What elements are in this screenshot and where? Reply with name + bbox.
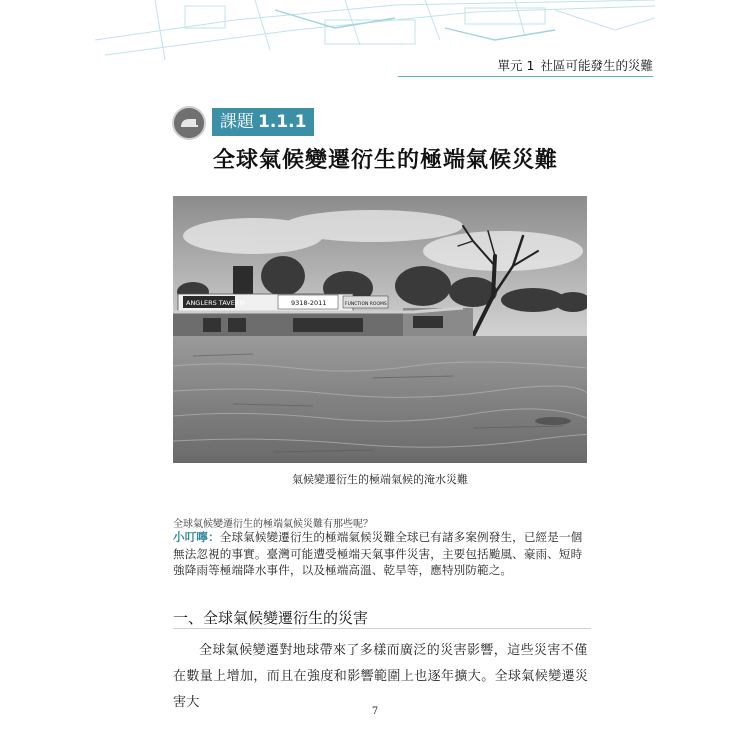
tip-text: 全球氣候變遷衍生的極端氣候災難全球已有諸多案例發生，已經是一個無法忽視的事實。臺灣可能遭受極端天氣事件災害，主要包括颱風、豪雨、短時強降雨等極端降水事件，以及極端高溫、乾旱等，應特別防範之。 (173, 530, 583, 577)
phone-sign: 9318-2011 (291, 299, 327, 307)
topic-label-box (212, 108, 314, 136)
body-paragraph: 全球氣候變遷對地球帶來了多樣而廣泛的災害影響，這些災害不僅在數量上增加，而且在強度和影響範圍上也逐年擴大。全球氣候變遷災害大 (173, 643, 589, 710)
tip-speaker: 小叮嚀： (173, 530, 220, 544)
topic-code: 1.1.1 (258, 112, 307, 132)
topic-icon (172, 106, 206, 140)
guiding-question: 全球氣候變遷衍生的極端氣候災難有那些呢？ (173, 519, 373, 530)
topic-label: 課題 (220, 112, 254, 132)
function-rooms-sign: FUNCTION ROOMS (345, 302, 387, 307)
flood-photo (173, 196, 587, 463)
page-number: 7 (371, 706, 379, 717)
section-heading: 一、全球氣候變遷衍生的災害 (173, 609, 369, 627)
photo-caption: 氣候變遷衍生的極端氣候的淹水災難 (292, 473, 468, 486)
unit-header (398, 58, 653, 77)
unit-number: 1 (526, 58, 535, 73)
section-divider (173, 628, 591, 629)
topic-badge (172, 104, 307, 138)
tip-paragraph (173, 529, 591, 579)
blueprint-decoration (95, 0, 655, 60)
anglers-tavern-sign: ANGLERS TAVERN (186, 299, 245, 307)
unit-label: 單元 (497, 58, 523, 73)
unit-title: 社區可能發生的災難 (540, 58, 653, 73)
page-title: 全球氣候變遷衍生的極端氣候災難 (213, 148, 559, 173)
